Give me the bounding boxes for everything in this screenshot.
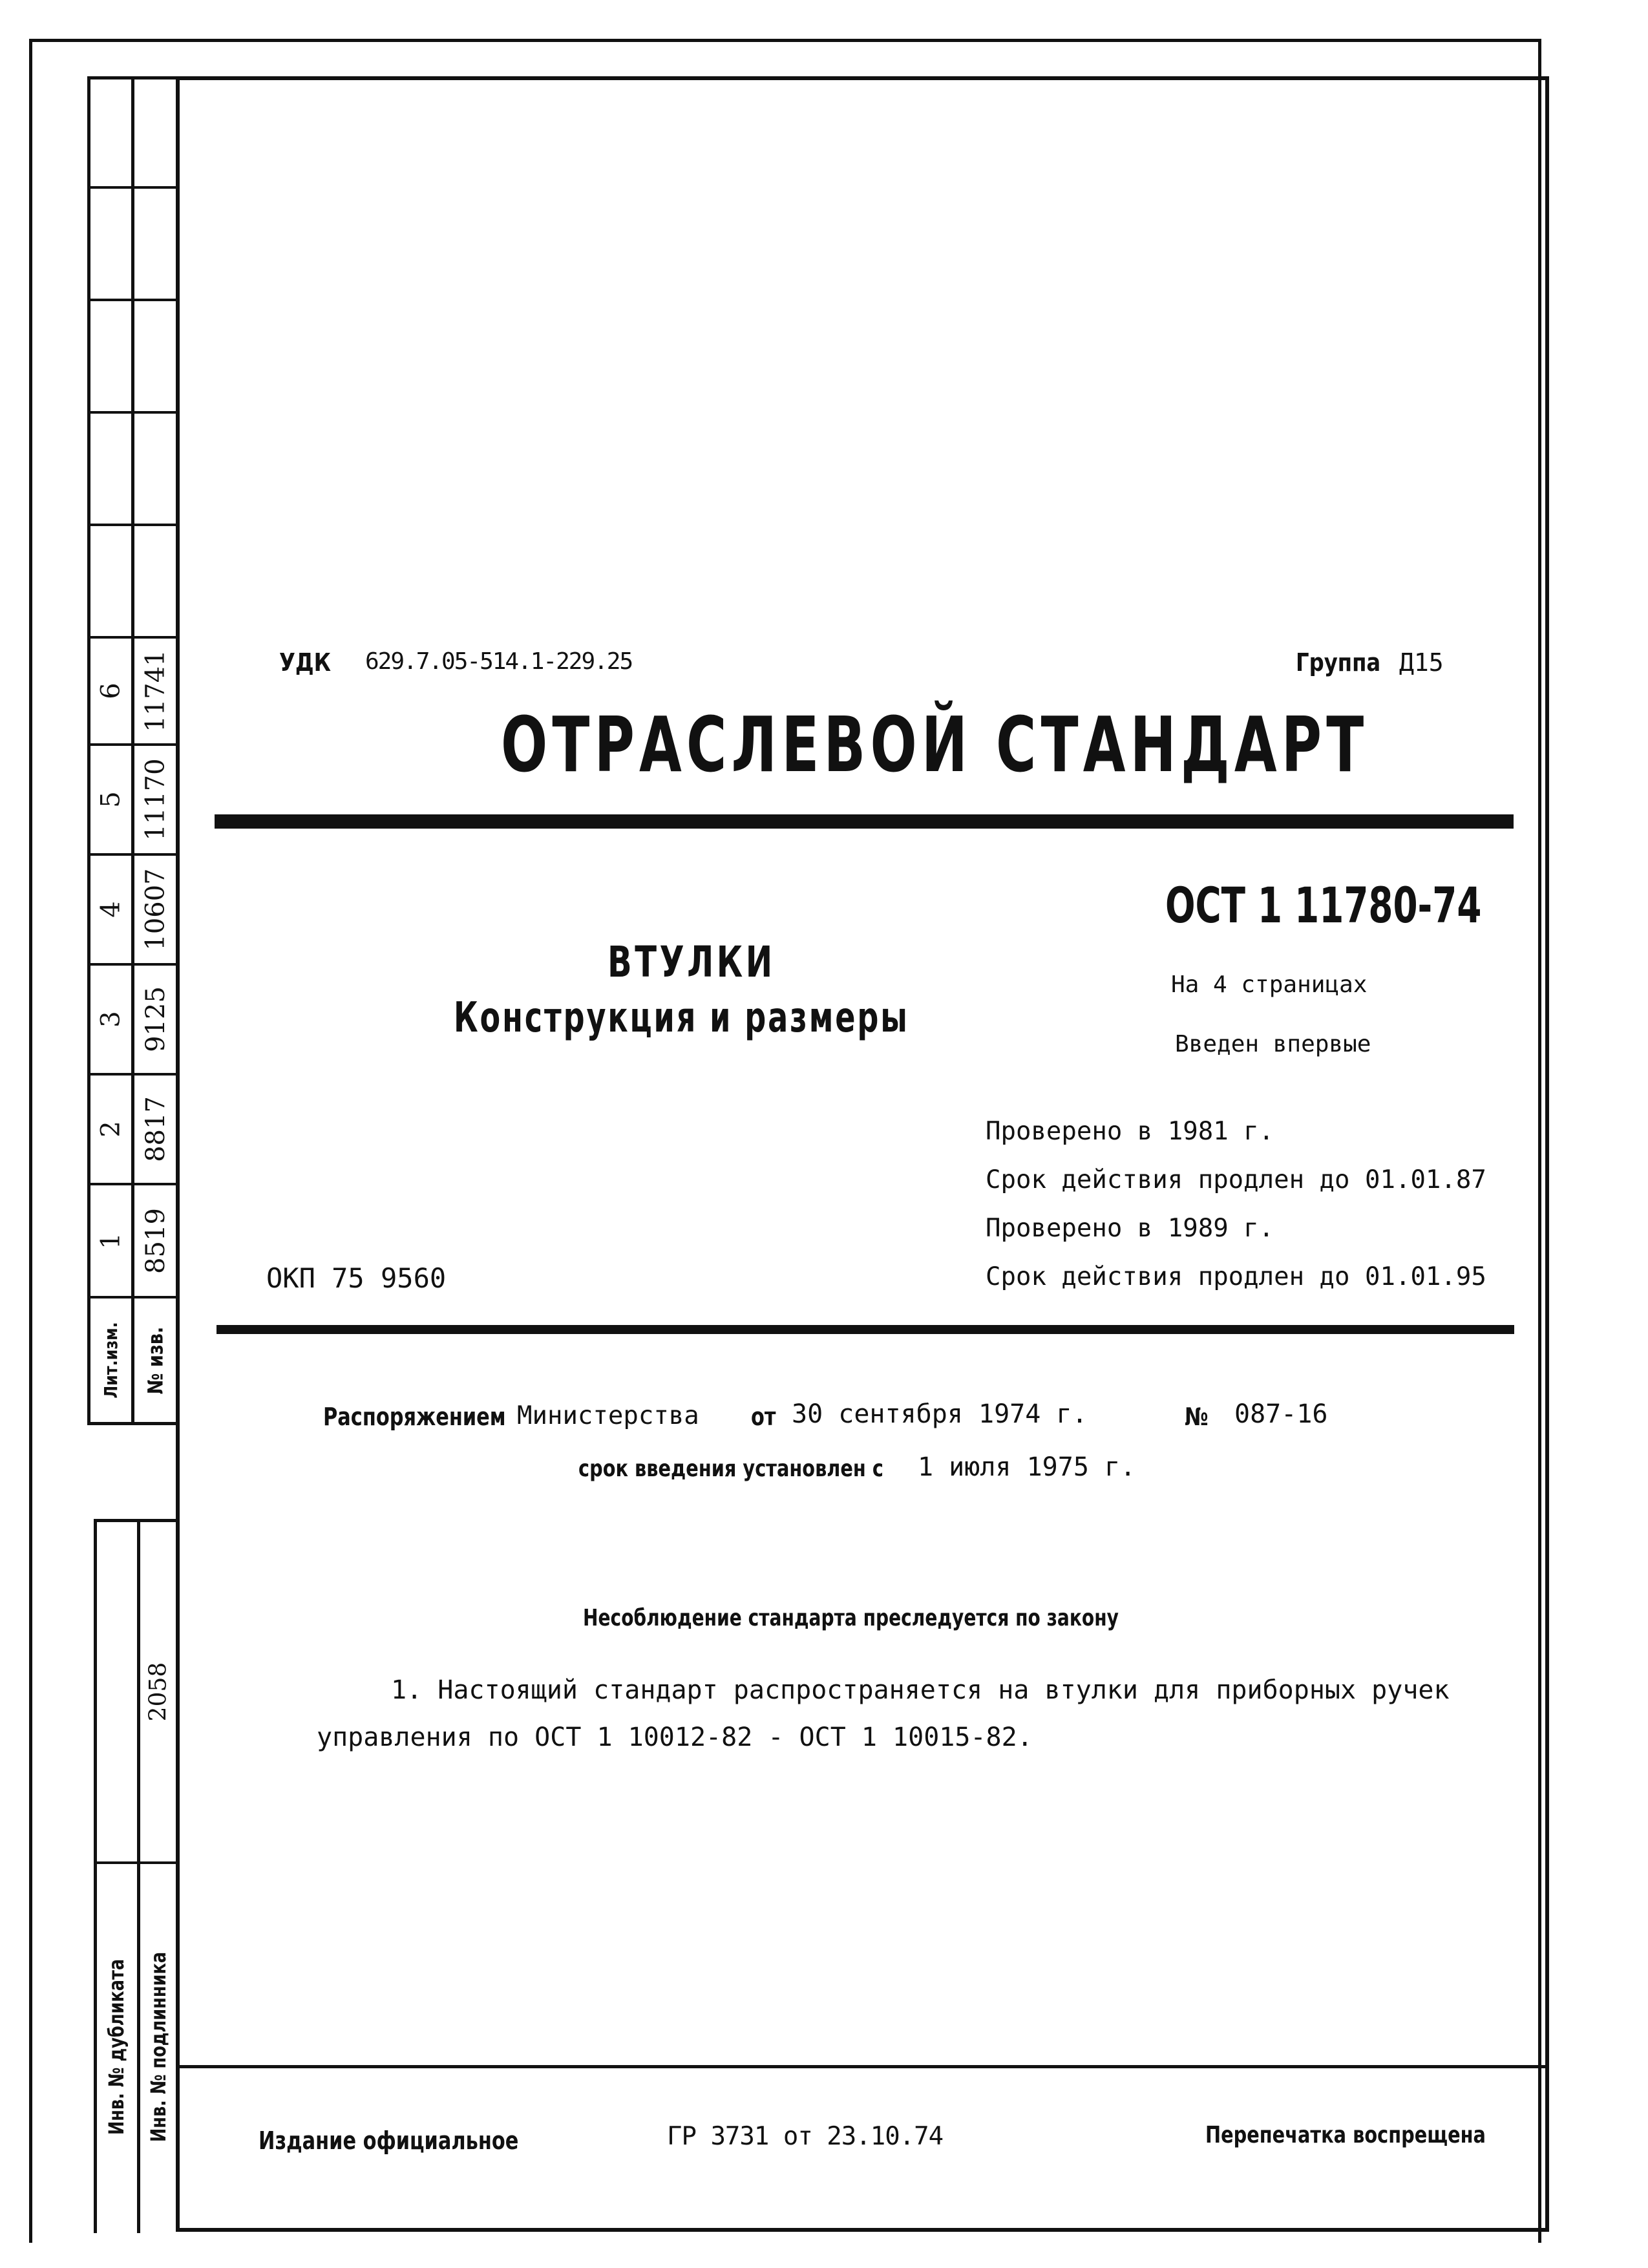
group-label: Группа <box>1296 648 1381 677</box>
change-lit-1: 1 <box>96 1232 126 1249</box>
change-no-5: 11170 <box>141 758 171 841</box>
change-no-1: 8519 <box>141 1207 171 1274</box>
order-label: Распоряжением <box>323 1403 506 1431</box>
gr-registration: ГР 3731 от 23.10.74 <box>667 2122 944 2151</box>
original-inventory-number: 2058 <box>145 1662 172 1722</box>
group-value: Д15 <box>1399 648 1444 677</box>
okp-code: ОКП 75 9560 <box>266 1262 447 1294</box>
change-no-6: 11741 <box>141 650 171 732</box>
checked-1989: Проверено в 1989 г. <box>986 1214 1274 1243</box>
standard-subtitle: Конструкция и размеры <box>454 994 909 1042</box>
reprint-note: Перепечатка воспрещена <box>1205 2122 1486 2148</box>
pages-count: На 4 страницах <box>1171 971 1368 998</box>
udk-label: УДК <box>279 648 332 677</box>
standard-name: ВТУЛКИ <box>607 937 776 987</box>
no-header: № изв. <box>143 1326 168 1394</box>
change-lit-6: 6 <box>96 683 126 699</box>
change-lit-5: 5 <box>96 791 126 808</box>
warning-text: Несоблюдение стандарта преследуется по закону <box>583 1605 1119 1631</box>
edition-note: Издание официальное <box>259 2126 519 2155</box>
duplicate-inventory-label: Инв. № дубликата <box>104 1958 129 2135</box>
order-from-label: от <box>751 1403 776 1431</box>
lit-header: Лит.изм. <box>100 1322 122 1399</box>
original-inventory-label: Инв. № подлинника <box>146 1951 171 2142</box>
term-label: срок введения установлен с <box>578 1456 883 1482</box>
change-no-3: 9125 <box>141 986 171 1052</box>
middle-rule <box>217 1325 1514 1334</box>
term-value: 1 июля 1975 г. <box>918 1452 1136 1482</box>
change-no-4: 10607 <box>141 868 171 951</box>
change-lit-4: 4 <box>96 901 126 918</box>
paragraph-1-line-1: 1. Настоящий стандарт распространяется на втулки для приборных ручек <box>391 1675 1450 1705</box>
introduced-note: Введен впервые <box>1175 1031 1371 1057</box>
inner-frame <box>176 76 1549 2232</box>
change-lit-3: 3 <box>96 1011 126 1028</box>
extended-1987: Срок действия продлен до 01.01.87 <box>986 1165 1486 1194</box>
title-rule <box>215 814 1514 829</box>
paragraph-1-line-2: управления по ОСТ 1 10012-82 - ОСТ 1 10015-82. <box>317 1722 1033 1752</box>
document-title: ОТРАСЛЕВОЙ СТАНДАРТ <box>501 700 1369 789</box>
checked-1981: Проверено в 1981 г. <box>986 1117 1274 1146</box>
order-no-value: 087-16 <box>1234 1399 1328 1429</box>
order-ministry: Министерства <box>517 1401 699 1430</box>
udk-value: 629.7.05-514.1-229.25 <box>365 648 633 675</box>
change-lit-2: 2 <box>96 1121 126 1138</box>
extended-1995: Срок действия продлен до 01.01.95 <box>986 1262 1486 1291</box>
change-no-2: 8817 <box>141 1096 171 1162</box>
order-no-label: № <box>1185 1403 1209 1431</box>
footer-rule <box>178 2065 1548 2068</box>
order-date: 30 сентября 1974 г. <box>792 1399 1088 1429</box>
standard-number: ОСТ 1 11780-74 <box>1165 876 1482 934</box>
